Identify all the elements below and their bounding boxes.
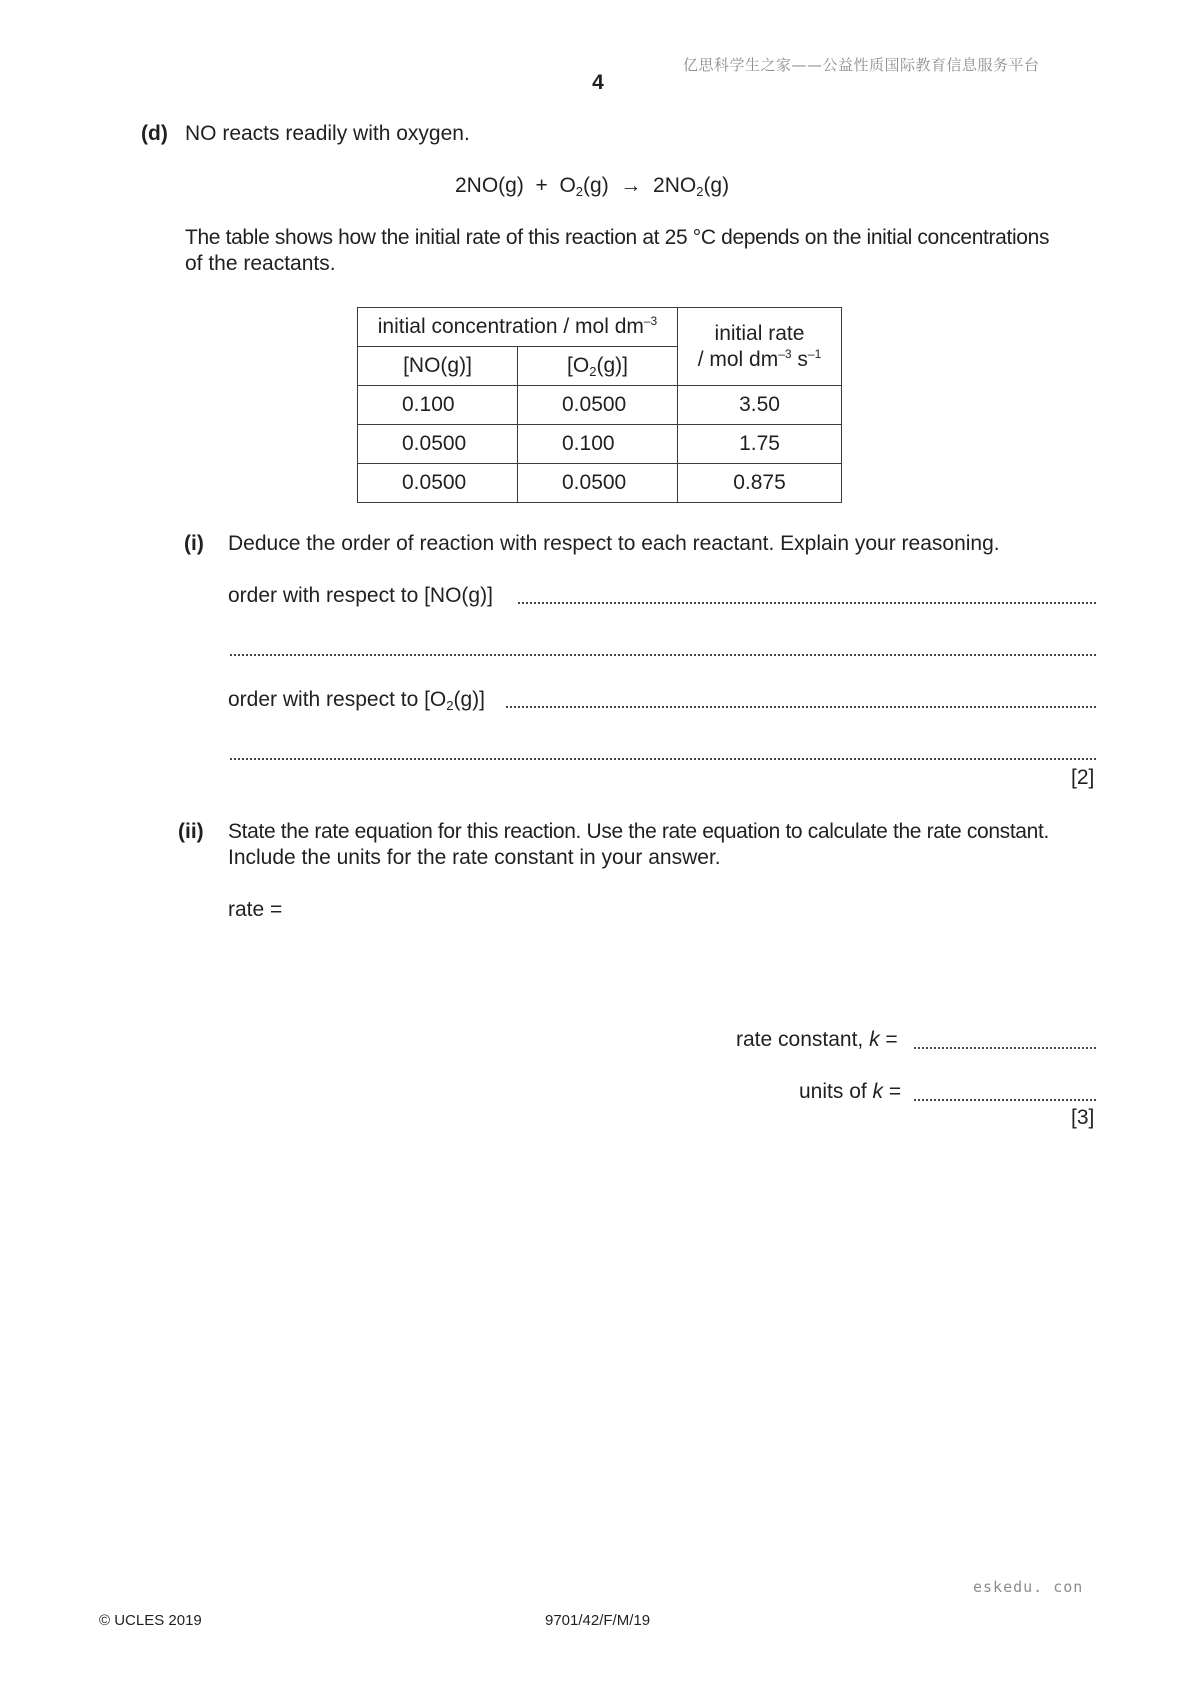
header-initial-concentration (358, 308, 678, 347)
k-symbol: k (872, 1080, 884, 1103)
cell-rate: 3.50 (678, 386, 842, 425)
label-text: (g)] (453, 688, 485, 711)
table-row (358, 425, 842, 464)
part-ii-marks: [3] (1071, 1106, 1095, 1129)
header-rate-line1: initial rate (714, 321, 805, 345)
header-sub: 2 (589, 364, 597, 379)
header-sup: –3 (643, 314, 658, 328)
label-text: order with respect to [O (228, 688, 447, 711)
header-text: / mol dm (697, 347, 779, 371)
equation-subscript: 2 (575, 184, 584, 199)
part-ii-question-line-2: Include the units for the rate constant in your answer. (228, 846, 721, 869)
answer-line-units[interactable] (914, 1099, 1096, 1101)
paper-code: 9701/42/F/M/19 (545, 1612, 651, 1629)
column-header-o2 (518, 347, 678, 386)
part-i-marks: [2] (1071, 766, 1095, 789)
order-no-label: order with respect to [NO(g)] (228, 584, 493, 607)
cell-no: 0.0500 (358, 464, 518, 503)
rate-data-table (357, 307, 842, 503)
k-symbol: k (869, 1028, 880, 1051)
question-d-intro: NO reacts readily with oxygen. (185, 122, 470, 145)
header-initial-rate (678, 308, 842, 386)
cell-o2: 0.0500 (518, 386, 678, 425)
answer-line-rate-constant[interactable] (914, 1047, 1096, 1049)
units-label (799, 1080, 901, 1104)
header-text: initial concentration / mol dm (377, 315, 644, 338)
label-text: = (883, 1080, 902, 1103)
header-rate-line2 (678, 347, 841, 373)
reaction-equation (455, 174, 729, 198)
header-text: (g)] (596, 354, 628, 377)
cell-rate: 1.75 (678, 425, 842, 464)
part-i-question: Deduce the order of reaction with respect to each reactant. Explain your reasoning. (228, 532, 1000, 555)
cell-o2: 0.0500 (518, 464, 678, 503)
description-line-2: of the reactants. (185, 252, 336, 275)
header-sup: –3 (778, 346, 792, 361)
answer-line-reasoning-o2[interactable] (230, 758, 1096, 760)
cell-no: 0.100 (358, 386, 518, 425)
label-text: units of (799, 1080, 873, 1103)
equation-part: 2NO(g) + O (455, 174, 576, 197)
header-sup: –1 (807, 346, 822, 361)
order-o2-label (228, 688, 485, 712)
cell-o2: 0.100 (518, 425, 678, 464)
page-number: 4 (592, 71, 604, 94)
rate-equation-label: rate = (228, 898, 283, 921)
cell-no: 0.0500 (358, 425, 518, 464)
watermark-header: 亿思科学生之家——公益性质国际教育信息服务平台 (683, 56, 1040, 74)
table-row (358, 386, 842, 425)
cell-rate: 0.875 (678, 464, 842, 503)
header-text: [O (567, 354, 590, 377)
equation-part: (g) (703, 174, 730, 197)
table-row (358, 464, 842, 503)
site-watermark: eskedu. con (973, 1578, 1084, 1596)
column-header-no: [NO(g)] (358, 347, 518, 386)
equation-subscript: 2 (696, 184, 704, 199)
rate-constant-label (736, 1028, 898, 1052)
equation-part: (g) → 2NO (583, 174, 697, 197)
copyright: © UCLES 2019 (99, 1612, 202, 1629)
answer-line-order-no[interactable] (518, 602, 1096, 604)
description-line-1: The table shows how the initial rate of this reaction at 25 °C depends on the initial concentrations (185, 226, 1050, 249)
part-i-label: (i) (184, 532, 204, 555)
answer-line-reasoning-no[interactable] (230, 654, 1096, 656)
part-ii-label: (ii) (178, 820, 204, 843)
answer-line-order-o2[interactable] (506, 706, 1096, 708)
part-ii-question-line-1: State the rate equation for this reaction. Use the rate equation to calculate the rate constant. (228, 820, 1049, 843)
question-d-label: (d) (141, 122, 168, 145)
label-text: rate constant, (736, 1028, 870, 1051)
label-sub: 2 (446, 698, 454, 713)
label-text: = (879, 1028, 898, 1051)
header-text: s (791, 347, 808, 371)
